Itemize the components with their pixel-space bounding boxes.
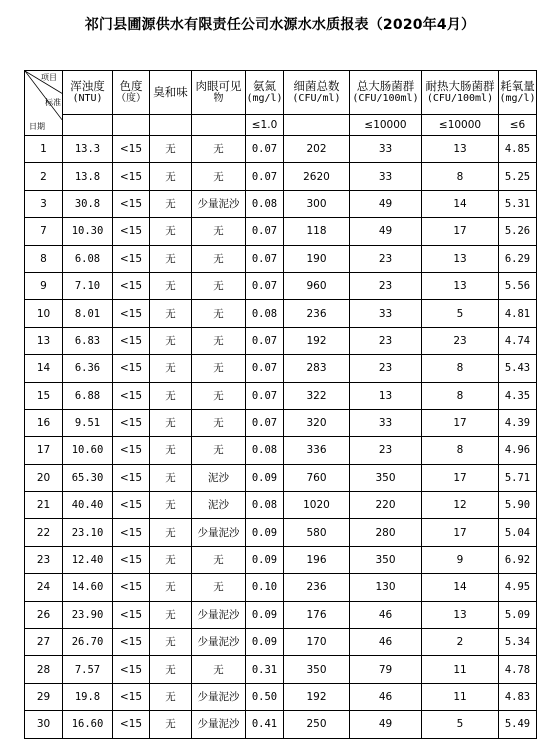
table-row (25, 190, 537, 217)
table-cell: 196 (284, 546, 350, 573)
table-cell: <15 (113, 656, 150, 683)
column-header-3 (192, 71, 246, 115)
date-cell: 26 (25, 601, 63, 628)
table-cell: 760 (284, 464, 350, 491)
table-cell: 17 (422, 464, 499, 491)
date-cell: 20 (25, 464, 63, 491)
table-row (25, 272, 537, 299)
table-cell: 26.70 (63, 629, 113, 656)
table-cell: 65.30 (63, 464, 113, 491)
column-unit: (CFU/100ml) (352, 93, 419, 105)
date-cell: 10 (25, 300, 63, 327)
column-header-4 (246, 71, 284, 115)
table-cell: 无 (150, 574, 192, 601)
table-cell: 192 (284, 327, 350, 354)
table-cell: 5.25 (499, 163, 537, 190)
table-cell: 192 (284, 683, 350, 710)
table-cell: 46 (350, 629, 422, 656)
table-row (25, 546, 537, 573)
table-cell: 14.60 (63, 574, 113, 601)
table-cell: 300 (284, 190, 350, 217)
table-cell: 5.31 (499, 190, 537, 217)
table-cell: 130 (350, 574, 422, 601)
table-cell: 5.43 (499, 355, 537, 382)
date-cell: 2 (25, 163, 63, 190)
column-header-7 (422, 71, 499, 115)
table-cell: 6.29 (499, 245, 537, 272)
table-cell: 13 (350, 382, 422, 409)
date-cell: 1 (25, 136, 63, 163)
table-cell: 118 (284, 218, 350, 245)
column-header-6 (350, 71, 422, 115)
table-cell: 0.07 (246, 409, 284, 436)
table-cell: 8 (422, 163, 499, 190)
table-cell: 9.51 (63, 409, 113, 436)
table-cell: 5.04 (499, 519, 537, 546)
table-cell: 23 (350, 437, 422, 464)
date-cell: 21 (25, 492, 63, 519)
table-cell: 5.90 (499, 492, 537, 519)
table-cell: 13 (422, 136, 499, 163)
table-cell: 少量泥沙 (192, 629, 246, 656)
table-cell: 46 (350, 601, 422, 628)
table-cell: <15 (113, 163, 150, 190)
table-cell: 无 (150, 656, 192, 683)
date-cell: 16 (25, 409, 63, 436)
table-cell: 0.08 (246, 492, 284, 519)
table-cell: <15 (113, 327, 150, 354)
table-cell: <15 (113, 437, 150, 464)
table-cell: 6.92 (499, 546, 537, 573)
table-cell: 33 (350, 163, 422, 190)
table-cell: 0.07 (246, 327, 284, 354)
table-cell: 0.09 (246, 546, 284, 573)
table-cell: 10.30 (63, 218, 113, 245)
table-cell: 0.08 (246, 437, 284, 464)
table-cell: 无 (150, 519, 192, 546)
table-cell: 少量泥沙 (192, 601, 246, 628)
table-cell: 6.08 (63, 245, 113, 272)
table-cell: 无 (150, 601, 192, 628)
table-cell: 12 (422, 492, 499, 519)
table-cell: 0.09 (246, 601, 284, 628)
table-cell: 0.07 (246, 136, 284, 163)
table-cell: 49 (350, 190, 422, 217)
table-cell: 4.39 (499, 409, 537, 436)
table-cell: 0.07 (246, 163, 284, 190)
date-cell: 13 (25, 327, 63, 354)
column-header-2 (150, 71, 192, 115)
table-cell: 少量泥沙 (192, 711, 246, 738)
table-cell: 4.83 (499, 683, 537, 710)
corner-item-label: 项目 (41, 73, 57, 82)
date-cell: 28 (25, 656, 63, 683)
table-cell: 无 (192, 409, 246, 436)
table-cell: 9 (422, 546, 499, 573)
table-cell: <15 (113, 492, 150, 519)
table-cell: 2 (422, 629, 499, 656)
table-cell: <15 (113, 711, 150, 738)
table-cell: 23 (422, 327, 499, 354)
table-cell: 250 (284, 711, 350, 738)
table-cell: 17 (422, 218, 499, 245)
table-cell: 960 (284, 272, 350, 299)
table-cell: 无 (150, 218, 192, 245)
table-cell: 23.90 (63, 601, 113, 628)
date-cell: 3 (25, 190, 63, 217)
report-title: 祁门县圃源供水有限责任公司水源水水质报表（2020年4月） (84, 17, 476, 33)
table-cell: 49 (350, 218, 422, 245)
date-cell: 27 (25, 629, 63, 656)
table-cell: 无 (150, 136, 192, 163)
table-cell: 170 (284, 629, 350, 656)
table-cell: 13 (422, 601, 499, 628)
corner-header-cell (25, 71, 63, 136)
table-cell: 无 (150, 382, 192, 409)
table-cell: <15 (113, 355, 150, 382)
table-cell: 0.41 (246, 711, 284, 738)
table-cell: 无 (192, 163, 246, 190)
table-cell: 无 (150, 300, 192, 327)
table-cell: 无 (192, 327, 246, 354)
table-cell: 无 (150, 711, 192, 738)
table-cell: 0.09 (246, 464, 284, 491)
table-cell: 4.74 (499, 327, 537, 354)
table-cell: 176 (284, 601, 350, 628)
standard-cell (150, 115, 192, 136)
table-cell: 无 (192, 656, 246, 683)
table-cell: 无 (150, 464, 192, 491)
corner-standard-label: 标准 (45, 98, 61, 107)
table-cell: 0.50 (246, 683, 284, 710)
table-row (25, 656, 537, 683)
column-name: 总大肠菌群 (356, 79, 415, 94)
table-cell: 320 (284, 409, 350, 436)
table-cell: 无 (150, 683, 192, 710)
table-cell: 无 (192, 546, 246, 573)
table-row (25, 245, 537, 272)
table-cell: 49 (350, 711, 422, 738)
date-cell: 22 (25, 519, 63, 546)
table-cell: 280 (350, 519, 422, 546)
table-cell: 无 (150, 190, 192, 217)
standard-cell (284, 115, 350, 136)
column-header-5 (284, 71, 350, 115)
table-cell: 46 (350, 683, 422, 710)
table-cell: 202 (284, 136, 350, 163)
table-cell: 少量泥沙 (192, 683, 246, 710)
column-unit: (mg/l) (246, 93, 283, 105)
table-cell: <15 (113, 382, 150, 409)
table-cell: 无 (192, 136, 246, 163)
table-cell: <15 (113, 601, 150, 628)
table-row (25, 437, 537, 464)
column-name: 耗氧量 (500, 79, 535, 94)
column-name: 氨氮 (253, 79, 276, 94)
column-unit: (mg/l) (499, 93, 536, 105)
table-row (25, 163, 537, 190)
table-cell: 11 (422, 656, 499, 683)
table-cell: 13.8 (63, 163, 113, 190)
table-cell: <15 (113, 300, 150, 327)
table-row (25, 492, 537, 519)
table-cell: 无 (150, 163, 192, 190)
table-cell: 580 (284, 519, 350, 546)
table-cell: 350 (284, 656, 350, 683)
table-cell: 23.10 (63, 519, 113, 546)
table-cell: <15 (113, 218, 150, 245)
table-cell: 5.09 (499, 601, 537, 628)
table-cell: 236 (284, 300, 350, 327)
table-cell: 13.3 (63, 136, 113, 163)
table-cell: 0.09 (246, 519, 284, 546)
column-name: 耐热大肠菌群 (425, 79, 495, 94)
table-cell: <15 (113, 272, 150, 299)
table-cell: 0.09 (246, 629, 284, 656)
table-cell: 0.07 (246, 272, 284, 299)
date-cell: 8 (25, 245, 63, 272)
table-row (25, 464, 537, 491)
column-name: 肉眼可见 (195, 79, 242, 94)
table-cell: 无 (150, 629, 192, 656)
standard-cell (192, 115, 246, 136)
column-header-0 (63, 71, 113, 115)
standard-cell: ≤10000 (350, 115, 422, 136)
table-cell: 4.96 (499, 437, 537, 464)
date-cell: 9 (25, 272, 63, 299)
table-cell: 5.56 (499, 272, 537, 299)
table-cell: 无 (192, 437, 246, 464)
corner-date-label: 日期 (29, 122, 45, 131)
table-cell: 23 (350, 327, 422, 354)
table-cell: <15 (113, 464, 150, 491)
table-cell: 7.57 (63, 656, 113, 683)
table-cell: 0.07 (246, 382, 284, 409)
table-cell: 无 (150, 437, 192, 464)
table-cell: 无 (150, 272, 192, 299)
table-cell: 4.85 (499, 136, 537, 163)
table-cell: 14 (422, 190, 499, 217)
table-cell: 6.83 (63, 327, 113, 354)
table-cell: 190 (284, 245, 350, 272)
table-row (25, 409, 537, 436)
table-cell: 0.10 (246, 574, 284, 601)
table-cell: 4.35 (499, 382, 537, 409)
table-cell: 无 (150, 355, 192, 382)
column-header-1 (113, 71, 150, 115)
table-cell: 无 (150, 492, 192, 519)
standard-cell: ≤10000 (422, 115, 499, 136)
table-cell: 17 (422, 519, 499, 546)
table-cell: 7.10 (63, 272, 113, 299)
table-cell: 无 (192, 382, 246, 409)
table-cell: 4.95 (499, 574, 537, 601)
table-row (25, 601, 537, 628)
table-cell: <15 (113, 136, 150, 163)
table-cell: 8.01 (63, 300, 113, 327)
table-cell: 23 (350, 245, 422, 272)
table-cell: 0.08 (246, 300, 284, 327)
table-cell: 16.60 (63, 711, 113, 738)
table-cell: 23 (350, 272, 422, 299)
table-cell: 少量泥沙 (192, 190, 246, 217)
table-row (25, 382, 537, 409)
table-cell: 5.26 (499, 218, 537, 245)
table-cell: 无 (150, 327, 192, 354)
table-cell: 无 (150, 245, 192, 272)
table-cell: 13 (422, 245, 499, 272)
date-cell: 15 (25, 382, 63, 409)
table-cell: 无 (192, 245, 246, 272)
table-cell: 0.07 (246, 355, 284, 382)
table-row (25, 683, 537, 710)
date-cell: 17 (25, 437, 63, 464)
table-cell: 30.8 (63, 190, 113, 217)
table-cell: 5.49 (499, 711, 537, 738)
table-cell: 17 (422, 409, 499, 436)
table-cell: 33 (350, 136, 422, 163)
table-cell: <15 (113, 574, 150, 601)
table-cell: 336 (284, 437, 350, 464)
table-cell: 无 (192, 574, 246, 601)
column-name: 细菌总数 (293, 79, 340, 94)
table-cell: 40.40 (63, 492, 113, 519)
table-cell: 5.34 (499, 629, 537, 656)
table-cell: 8 (422, 382, 499, 409)
table-cell: 5.71 (499, 464, 537, 491)
table-cell: 10.60 (63, 437, 113, 464)
date-cell: 14 (25, 355, 63, 382)
column-unit: (NTU) (72, 93, 103, 105)
table-cell: 33 (350, 300, 422, 327)
standard-cell: ≤6 (499, 115, 537, 136)
column-unit: (CFU/100ml) (426, 93, 494, 105)
column-name: 浑浊度 (70, 79, 105, 94)
table-cell: 6.88 (63, 382, 113, 409)
date-cell: 29 (25, 683, 63, 710)
column-name: 臭和味 (153, 84, 188, 99)
table-cell: 泥沙 (192, 464, 246, 491)
table-cell: 泥沙 (192, 492, 246, 519)
column-header-8 (499, 71, 537, 115)
table-cell: 4.81 (499, 300, 537, 327)
table-cell: 2620 (284, 163, 350, 190)
standard-cell: ≤1.0 (246, 115, 284, 136)
table-cell: 13 (422, 272, 499, 299)
date-cell: 30 (25, 711, 63, 738)
table-row (25, 218, 537, 245)
table-row (25, 355, 537, 382)
table-cell: 4.78 (499, 656, 537, 683)
table-cell: 0.31 (246, 656, 284, 683)
table-cell: 33 (350, 409, 422, 436)
table-cell: 236 (284, 574, 350, 601)
table-cell: 350 (350, 464, 422, 491)
table-cell: 23 (350, 355, 422, 382)
table-cell: 5 (422, 711, 499, 738)
column-unit: (CFU/ml) (292, 93, 341, 105)
table-cell: 8 (422, 355, 499, 382)
table-cell: <15 (113, 190, 150, 217)
table-cell: 少量泥沙 (192, 519, 246, 546)
table-cell: 1020 (284, 492, 350, 519)
water-quality-table (24, 70, 537, 739)
table-cell: 283 (284, 355, 350, 382)
date-cell: 7 (25, 218, 63, 245)
table-cell: <15 (113, 409, 150, 436)
table-cell: 无 (192, 218, 246, 245)
table-cell: 19.8 (63, 683, 113, 710)
table-cell: 11 (422, 683, 499, 710)
table-cell: 220 (350, 492, 422, 519)
table-cell: 0.07 (246, 218, 284, 245)
table-row (25, 136, 537, 163)
table-cell: 79 (350, 656, 422, 683)
table-cell: <15 (113, 546, 150, 573)
table-row (25, 300, 537, 327)
table-row (25, 574, 537, 601)
table-cell: 无 (150, 409, 192, 436)
header-row (25, 71, 537, 115)
table-row (25, 519, 537, 546)
table-cell: 无 (192, 300, 246, 327)
table-cell: 8 (422, 437, 499, 464)
table-cell: 0.07 (246, 245, 284, 272)
table-row (25, 629, 537, 656)
table-cell: 12.40 (63, 546, 113, 573)
table-cell: 5 (422, 300, 499, 327)
table-row (25, 327, 537, 354)
table-row (25, 711, 537, 738)
table-cell: 6.36 (63, 355, 113, 382)
table-cell: 无 (192, 272, 246, 299)
standards-row (25, 115, 537, 136)
table-cell: 322 (284, 382, 350, 409)
standard-cell (113, 115, 150, 136)
table-cell: <15 (113, 629, 150, 656)
table-cell: <15 (113, 519, 150, 546)
table-cell: 350 (350, 546, 422, 573)
column-unit: （度） (116, 93, 146, 105)
date-cell: 23 (25, 546, 63, 573)
table-cell: 无 (150, 546, 192, 573)
column-unit: 物 (213, 93, 224, 105)
standard-cell (63, 115, 113, 136)
table-cell: <15 (113, 683, 150, 710)
table-cell: 0.08 (246, 190, 284, 217)
table-cell: <15 (113, 245, 150, 272)
table-cell: 14 (422, 574, 499, 601)
date-cell: 24 (25, 574, 63, 601)
column-name: 色度 (119, 79, 143, 94)
table-cell: 无 (192, 355, 246, 382)
